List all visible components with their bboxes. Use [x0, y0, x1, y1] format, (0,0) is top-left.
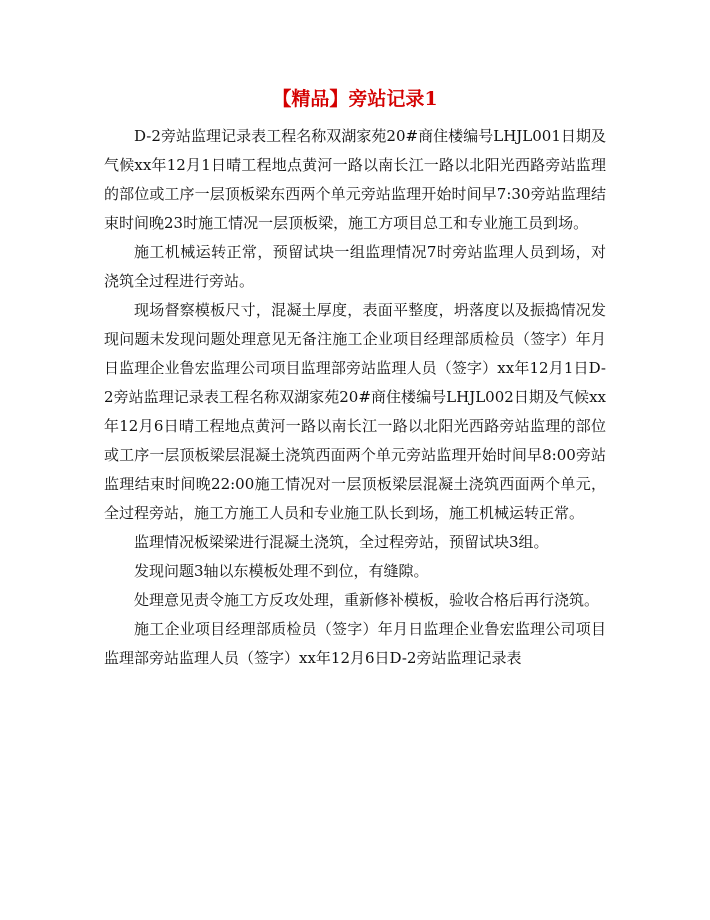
paragraph-4: 监理情况板梁梁进行混凝土浇筑，全过程旁站，预留试块3组。 [134, 533, 549, 551]
paragraph-1: D-2旁站监理记录表工程名称双湖家苑20#商住楼编号LHJL001日期及气候xx年12月1日晴工程地点黄河一路以南长江一路以北阳光西路旁站监理的部位或工序一层顶板梁东西两个单元旁站监理开始时间早7:30旁站监理结束时间晚23时施工情况一层顶板梁，施工方项目总工和专业施工员到场。 [104, 127, 606, 232]
document-title: 【精品】旁站记录1 [272, 88, 438, 110]
paragraph-2: 施工机械运转正常，预留试块一组监理情况7时旁站监理人员到场，对浇筑全过程进行旁站。 [104, 243, 606, 290]
paragraph-5: 发现问题3轴以东模板处理不到位，有缝隙。 [134, 562, 429, 580]
document-body [104, 122, 606, 673]
paragraph-6: 处理意见责令施工方反攻处理，重新修补模板，验收合格后再行浇筑。 [134, 591, 600, 609]
paragraph-3: 现场督察模板尺寸，混凝土厚度，表面平整度，坍落度以及振捣情况发现问题未发现问题处理意见无备注施工企业项目经理部质检员（签字）年月日监理企业鲁宏监理公司项目监理部旁站监理人员（签字）xx年12月1日D-2旁站监理记录表工程名称双湖家苑20#商住楼编号LHJL002日期及气候xx年12月6日晴工程地点黄河一路以南长江一路以北阳光西路旁站监理的部位或工序一层顶板梁层混凝土浇筑西面两个单元旁站监理开始时间早8:00旁站监理结束时间晚22:00施工情况对一层顶板梁层混凝土浇筑西面两个单元，全过程旁站，施工方施工人员和专业施工队长到场，施工机械运转正常。 [104, 301, 606, 522]
paragraph-7: 施工企业项目经理部质检员（签字）年月日监理企业鲁宏监理公司项目监理部旁站监理人员（签字）xx年12月6日D-2旁站监理记录表 [104, 620, 606, 667]
